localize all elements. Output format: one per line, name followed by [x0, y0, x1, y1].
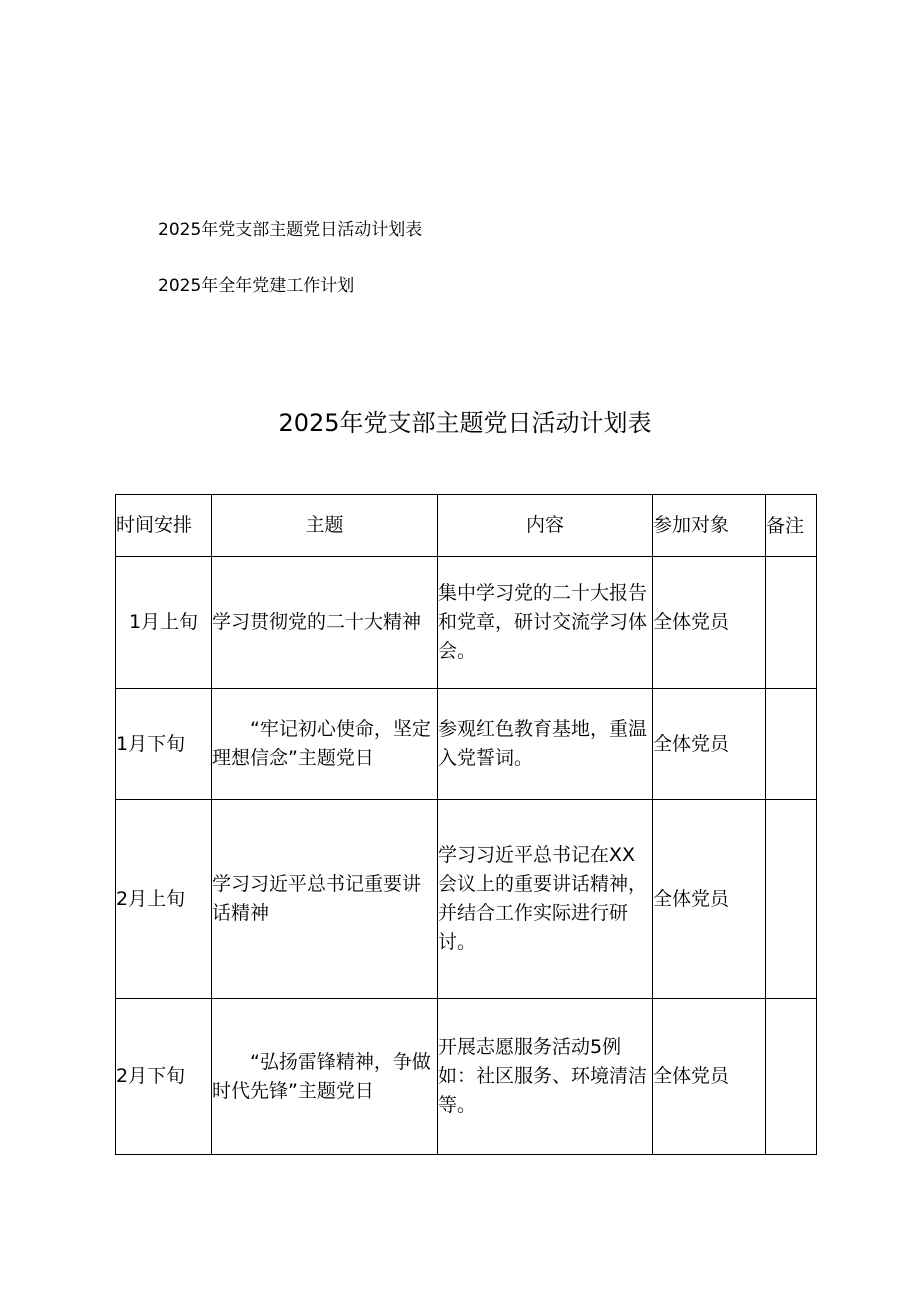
toc-line-annual-plan: 2025年全年党建工作计划 [158, 276, 355, 296]
header-theme: 主题 [212, 495, 438, 557]
header-participants: 参加对象 [653, 495, 766, 557]
cell-note [766, 557, 817, 689]
cell-participants: 全体党员 [653, 999, 766, 1155]
document-title: 2025年党支部主题党日活动计划表 [278, 409, 652, 437]
table-header-row [116, 495, 817, 557]
cell-time: 2月下旬 [116, 999, 212, 1155]
cell-theme: 学习贯彻党的二十大精神 [212, 557, 438, 689]
cell-time: 1月下旬 [116, 689, 212, 800]
cell-time: 1月上旬 [116, 557, 212, 689]
cell-content: 学习习近平总书记在XX会议上的重要讲话精神，并结合工作实际进行研讨。 [438, 800, 653, 999]
cell-content: 参观红色教育基地，重温入党誓词。 [438, 689, 653, 800]
cell-theme: “弘扬雷锋精神，争做时代先锋”主题党日 [212, 999, 438, 1155]
activity-plan-table [115, 494, 817, 1155]
header-note: 备注 [766, 495, 817, 557]
cell-note [766, 999, 817, 1155]
cell-participants: 全体党员 [653, 800, 766, 999]
header-time: 时间安排 [116, 495, 212, 557]
table-row [116, 999, 817, 1155]
table-row [116, 800, 817, 999]
cell-content: 集中学习党的二十大报告和党章，研讨交流学习体会。 [438, 557, 653, 689]
cell-theme: 学习习近平总书记重要讲话精神 [212, 800, 438, 999]
cell-time: 2月上旬 [116, 800, 212, 999]
cell-note [766, 689, 817, 800]
cell-theme: “牢记初心使命，坚定理想信念”主题党日 [212, 689, 438, 800]
cell-content: 开展志愿服务活动5例如：社区服务、环境清洁等。 [438, 999, 653, 1155]
header-content: 内容 [438, 495, 653, 557]
table-row [116, 689, 817, 800]
cell-note [766, 800, 817, 999]
toc-line-plan-table: 2025年党支部主题党日活动计划表 [158, 220, 423, 240]
cell-participants: 全体党员 [653, 557, 766, 689]
cell-participants: 全体党员 [653, 689, 766, 800]
table-row [116, 557, 817, 689]
